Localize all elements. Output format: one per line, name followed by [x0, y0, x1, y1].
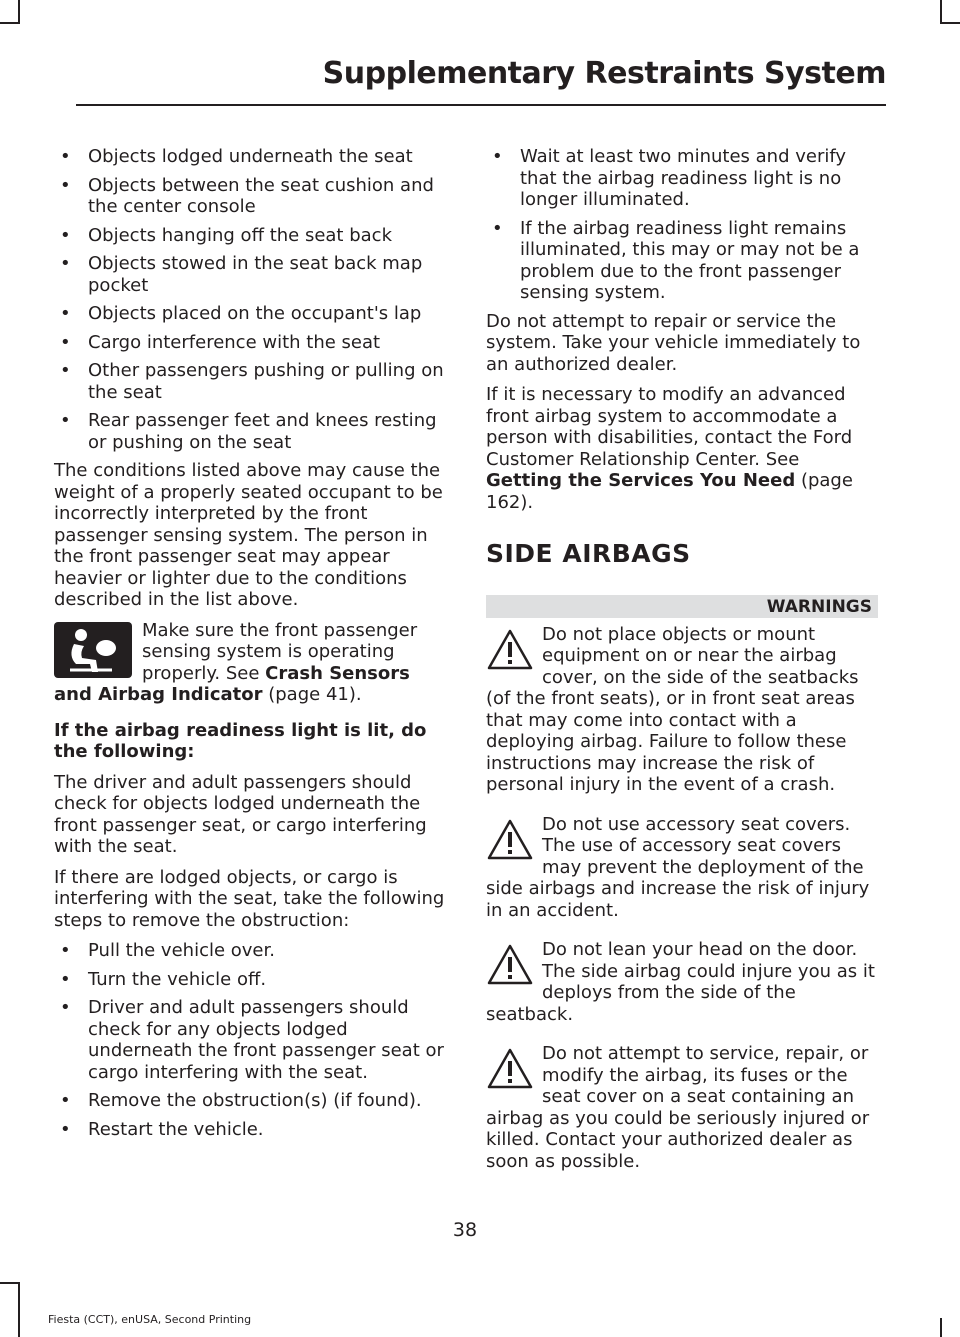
modify-paragraph — [486, 384, 878, 513]
list-item: • Objects placed on the occupant's lap — [54, 303, 448, 325]
list-item: • If the airbag readiness light remains illuminated, this may or may not be a problem due to the front passenger sensing system. — [486, 218, 878, 304]
repair-paragraph: Do not attempt to repair or service the system. Take your vehicle immediately to an authorized dealer. — [486, 310, 861, 375]
modify-page-ref: (page 162). — [486, 470, 853, 513]
footer-text: Fiesta (CCT), enUSA, Second Printing — [48, 1313, 252, 1326]
warning-item — [486, 939, 878, 1025]
list-item: • Cargo interference with the seat — [54, 332, 448, 354]
crop-mark — [0, 22, 20, 24]
crop-mark — [18, 0, 20, 24]
conditions-list — [54, 146, 448, 453]
steps-list — [54, 940, 448, 1140]
crop-mark — [940, 1318, 942, 1337]
warning-text: Do not place objects or mount equipment on or near the airbag cover, on the side of the seatbacks (of the front seats), or in front seat areas that may come into contact with a deploying airbag. Failure to follow these instructions may increase the risk of personal injury in the event of a crash. — [486, 623, 859, 795]
note-page-ref: (page 41). — [262, 684, 362, 705]
crop-mark — [0, 1282, 20, 1284]
crash-sensors-link[interactable]: Crash Sensors and Airbag Indicator — [54, 662, 410, 705]
warnings-header: WARNINGS — [486, 595, 878, 618]
left-column — [54, 146, 448, 1147]
note-text: Make sure the front passenger sensing system is operating properly. See — [142, 619, 418, 684]
subheading: If the airbag readiness light is lit, do the following: — [54, 719, 427, 762]
readiness-list — [486, 146, 878, 304]
list-item: • Turn the vehicle off. — [54, 969, 448, 991]
list-item: • Driver and adult passengers should check for any objects lodged underneath the front passenger seat or cargo interfering with the seat. — [54, 997, 448, 1083]
crop-mark — [18, 1282, 20, 1337]
crop-mark — [940, 22, 960, 24]
section-heading: SIDE AIRBAGS — [486, 539, 691, 568]
list-item: • Objects hanging off the seat back — [54, 225, 448, 247]
check-paragraph: The driver and adult passengers should check for objects lodged underneath the front passenger seat, or cargo interfering with the seat. — [54, 771, 427, 857]
warning-triangle-icon — [486, 818, 534, 862]
airbag-indicator-note — [54, 620, 448, 706]
list-item: • Pull the vehicle over. — [54, 940, 448, 962]
page-number: 38 — [452, 1219, 478, 1241]
list-item: • Restart the vehicle. — [54, 1119, 448, 1141]
warning-text: Do not use accessory seat covers. The use of accessory seat covers may prevent the deployment of the side airbags and increase the risk of injury in an accident. — [486, 813, 870, 921]
modify-text: If it is necessary to modify an advanced front airbag system to accommodate a person with disabilities, contact the Ford Customer Relationship Center. See — [486, 384, 853, 470]
services-link[interactable]: Getting the Services You Need — [486, 470, 796, 491]
list-item: • Objects between the seat cushion and the center console — [54, 175, 448, 218]
warning-item — [486, 624, 878, 796]
lodged-paragraph: If there are lodged objects, or cargo is interfering with the seat, take the following steps to remove the obstruction: — [54, 866, 445, 931]
warning-item — [486, 1043, 878, 1172]
warning-triangle-icon — [486, 943, 534, 987]
warning-text: Do not attempt to service, repair, or modify the airbag, its fuses or the seat cover on a seat containing an airbag as you could be seriously injured or killed. Contact your authorized dealer as soon as possible. — [486, 1043, 870, 1172]
list-item: • Objects stowed in the seat back map pocket — [54, 253, 448, 296]
list-item: • Wait at least two minutes and verify that the airbag readiness light is no longer illuminated. — [486, 146, 878, 211]
warning-item — [486, 814, 878, 922]
crop-mark — [940, 0, 942, 24]
warning-triangle-icon — [486, 1047, 534, 1091]
list-item: • Rear passenger feet and knees resting or pushing on the seat — [54, 410, 448, 453]
conditions-paragraph: The conditions listed above may cause the weight of a properly seated occupant to be incorrectly interpreted by the front passenger sensing system. The person in the front passenger seat may appear heavier or lighter due to the conditions described in the list above. — [54, 460, 443, 610]
warning-triangle-icon — [486, 628, 534, 672]
header-divider — [76, 104, 886, 106]
right-column — [486, 146, 878, 1190]
list-item: • Other passengers pushing or pulling on the seat — [54, 360, 448, 403]
list-item: • Objects lodged underneath the seat — [54, 146, 448, 168]
airbag-indicator-icon — [54, 622, 132, 678]
list-item: • Remove the obstruction(s) (if found). — [54, 1090, 448, 1112]
warning-text: Do not lean your head on the door. The side airbag could injure you as it deploys from the side of the seatback. — [486, 939, 875, 1025]
page-title: Supplementary Restraints System — [322, 56, 886, 91]
